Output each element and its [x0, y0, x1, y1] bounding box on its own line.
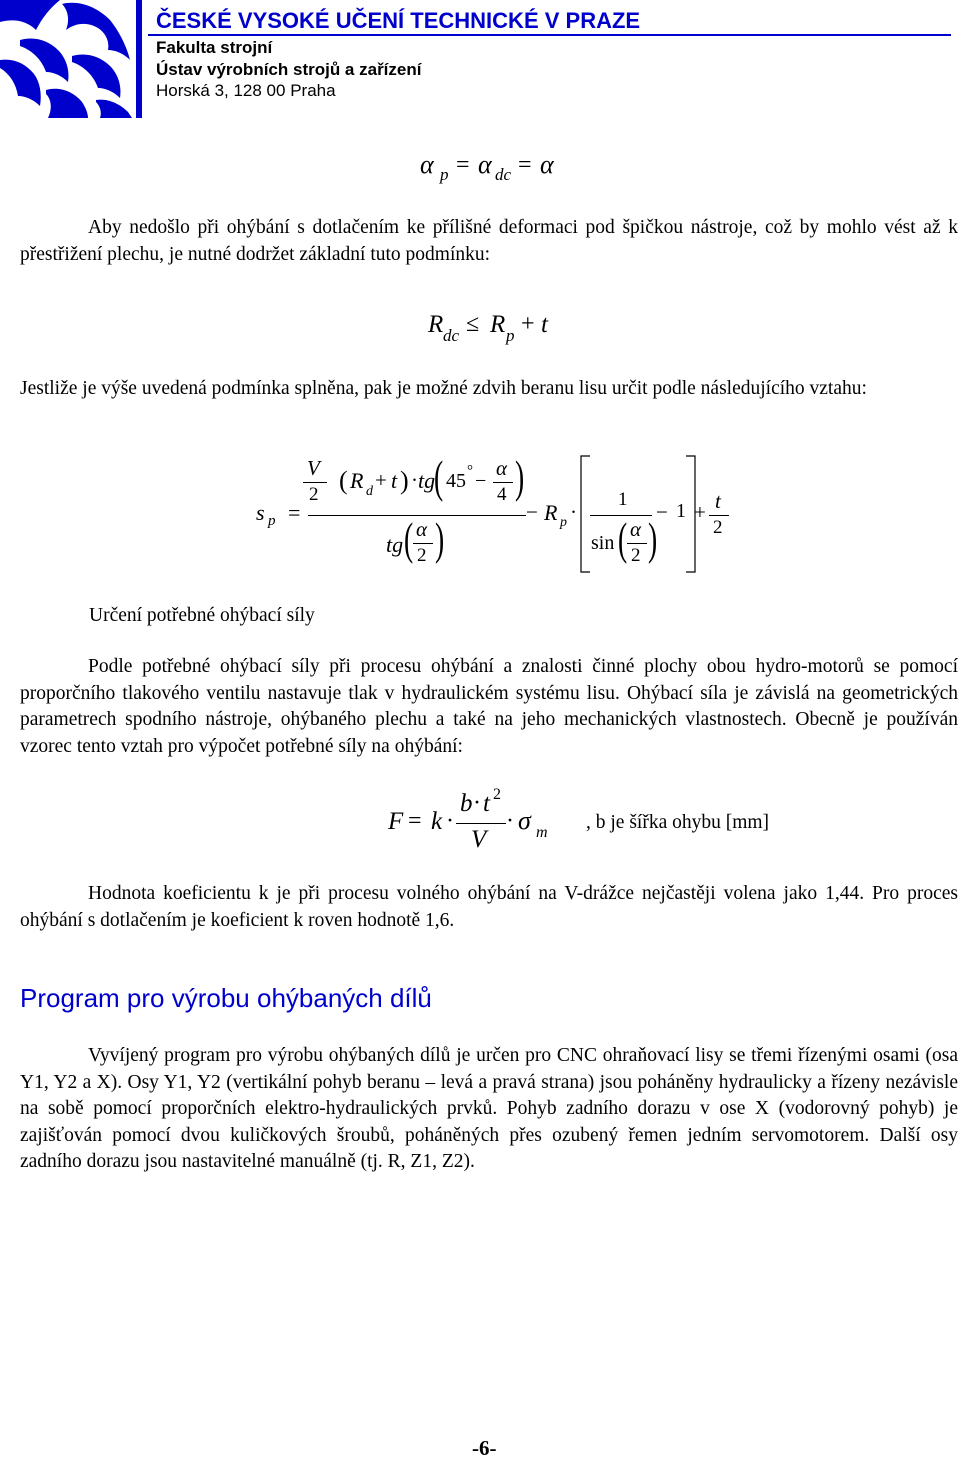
- main-fraction-bar: [308, 515, 526, 516]
- minus-sign: −: [656, 500, 668, 524]
- equals-sign: =: [518, 152, 532, 178]
- equals-sign: =: [288, 500, 301, 525]
- dot-operator: ·: [446, 808, 454, 834]
- fraction-bar-alpha-over-4: [493, 482, 513, 483]
- dot-operator: ·: [506, 808, 514, 834]
- dot-operator: ·: [570, 500, 577, 524]
- paragraph-intro: Aby nedošlo při ohýbání s dotlačením ke přílišné deformaci pod špičkou nástroje, což by mohlo vést až k přestřižení plechu, je nutné dodržet základní tuto podmínku:: [20, 217, 958, 265]
- right-paren: ): [400, 466, 409, 495]
- sigma-symbol: σ: [518, 806, 531, 835]
- less-equal-sign: ≤: [466, 311, 480, 337]
- fraction-bar-alpha-over-2: [413, 543, 433, 544]
- force-note: , b je šířka ohybu [mm]: [586, 812, 770, 833]
- subscript-dc: dc: [443, 326, 460, 345]
- left-paren: (: [339, 466, 348, 495]
- digit-two: 2: [631, 545, 641, 566]
- subscript-p: p: [440, 165, 449, 184]
- k-symbol: k: [431, 808, 443, 835]
- tg-function: tg: [418, 468, 436, 493]
- digit-one: 1: [676, 500, 686, 522]
- alpha-symbol: α: [630, 517, 642, 541]
- alpha-symbol: α: [420, 150, 434, 179]
- minus-sign: −: [475, 470, 487, 492]
- paragraph-program: Vyvíjený program pro výrobu ohýbaných dílů je určen pro CNC ohraňovací lisy se třemi řízenými osami (osa Y1, Y2 a X). Osy Y1, Y2 (vertikální pohyb beranu – levá a pravá strana) jsou poháněny hydraulicky a řízeny nezávisle na sobě pomocí proporčních elektro-hydraulických prvků. Pohyb zadního dorazu v ose X (vodorovný pohyb) je zajišťován pomocí dvou kuličkových šroubů, poháněných přes ozubený řemen jedním servomotorem. Další osy zadního dorazu jsou nastavitelné manuálně (tj. R, Z1, Z2).: [20, 1045, 958, 1172]
- sin-function: sin: [591, 532, 615, 554]
- fraction-bar-t-over-2: [709, 515, 729, 516]
- equals-sign: =: [408, 808, 422, 834]
- paragraph-stroke-intro: Jestliže je výše uvedená podmínka splněna, pak je možné zdvih beranu lisu určit podle následujícího vztahu:: [20, 378, 867, 399]
- s-symbol: s: [256, 500, 265, 525]
- right-paren: ): [515, 451, 525, 502]
- fraction-bar-force: [456, 823, 506, 824]
- fraction-bar-v-over-2: [303, 482, 327, 483]
- subscript-p: p: [268, 513, 276, 529]
- plus-sign: +: [375, 468, 387, 492]
- left-square-bracket: [578, 455, 592, 573]
- digit-two: 2: [309, 484, 319, 505]
- university-name: ČESKÉ VYSOKÉ UČENÍ TECHNICKÉ V PRAZE: [156, 8, 641, 33]
- subscript-d: d: [366, 484, 373, 499]
- alpha-symbol: α: [416, 517, 428, 541]
- v-symbol: V: [471, 826, 487, 853]
- faculty-name: Fakulta strojní: [156, 38, 273, 57]
- left-paren: (: [618, 513, 628, 564]
- left-paren: (: [434, 451, 444, 502]
- paragraph-bending-force: Podle potřebné ohýbací síly při procesu ohýbání a znalosti činné plochy obou hydro-motorů se pomocí proporčního tlakového ventilu nastavuje tlak v hydraulickém systému lisu. Ohýbací síla je závislá na geometrických parametrech spodního nástroje, ohýbaného plechu a také na jeho mechanických vlastnostech. Obecně je používán vzorec tento vztah pro výpočet potřebné síly na ohýbání:: [20, 656, 958, 757]
- university-logo: [0, 0, 142, 118]
- fraction-bar-alpha-over-2: [627, 543, 647, 544]
- right-paren: ): [435, 513, 445, 564]
- subscript-p: p: [560, 515, 567, 530]
- t-symbol: t: [391, 468, 398, 493]
- r-symbol: R: [544, 500, 558, 525]
- section-heading: Program pro výrobu ohýbaných dílů: [20, 983, 432, 1013]
- t-symbol: t: [483, 790, 490, 817]
- b-symbol: b: [460, 790, 473, 817]
- t-symbol: t: [715, 489, 721, 513]
- institute-name: Ústav výrobních strojů a zařízení: [156, 60, 422, 79]
- plus-sign: +: [694, 500, 706, 524]
- left-paren: (: [404, 513, 414, 564]
- alpha-symbol: α: [496, 456, 508, 480]
- address: Horská 3, 128 00 Praha: [156, 81, 336, 100]
- r-symbol: R: [350, 468, 364, 493]
- subscript-p: p: [506, 326, 515, 345]
- subheading-bending-force: Určení potřebné ohýbací síly: [89, 605, 315, 626]
- dot-operator: ·: [473, 790, 481, 816]
- r-symbol: R: [428, 311, 444, 338]
- t-symbol: t: [541, 311, 548, 338]
- page-number: -6-: [472, 1436, 497, 1460]
- f-symbol: F: [388, 808, 404, 835]
- alpha-symbol: α: [478, 150, 492, 179]
- equals-sign: =: [456, 152, 470, 178]
- degree-sign: °: [467, 463, 473, 479]
- digit-one: 1: [618, 489, 628, 510]
- header-underline: [148, 34, 951, 36]
- subscript-m: m: [536, 824, 548, 841]
- paragraph-coefficient: Hodnota koeficientu k je při procesu volného ohýbání na V-drážce nejčastěji volena jako 1,44. Pro proces ohýbání s dotlačením je koeficient k roven hodnotě 1,6.: [20, 883, 958, 931]
- minus-sign: −: [526, 500, 538, 524]
- digit-two: 2: [713, 517, 723, 538]
- dot-operator: ·: [411, 468, 418, 492]
- alpha-symbol: α: [540, 150, 554, 179]
- plus-sign: +: [521, 311, 535, 337]
- digit-two: 2: [417, 545, 427, 566]
- digit-four: 4: [497, 484, 507, 505]
- number-45: 45: [446, 470, 466, 492]
- subscript-dc: dc: [495, 165, 512, 184]
- tg-function: tg: [386, 532, 404, 557]
- right-paren: ): [648, 513, 658, 564]
- exponent-two: 2: [493, 786, 501, 803]
- r-symbol: R: [490, 311, 506, 338]
- v-symbol: V: [307, 456, 320, 480]
